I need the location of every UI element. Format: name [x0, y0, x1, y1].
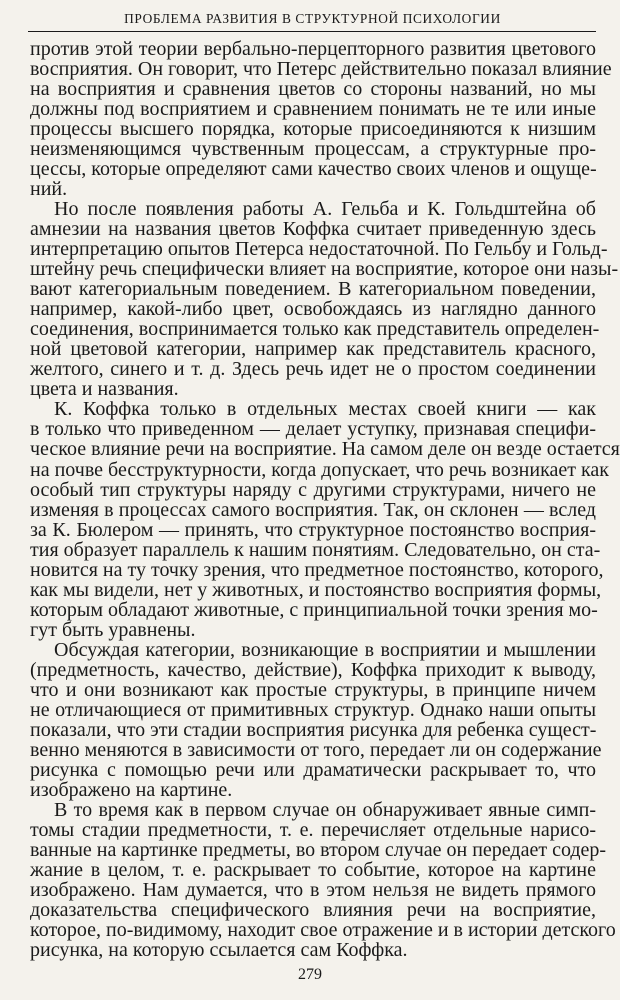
- text-line: венно меняются в зависимости от того, передает ли он содержание: [30, 738, 602, 761]
- text-line: томы стадии предметности, т. е. перечисляет отдельные нарисо-: [30, 818, 596, 841]
- text-line: новится на ту точку зрения, что предметное постоянство, которого,: [30, 558, 604, 581]
- paragraph-first-line: Обсуждая категории, возникающие в восприятии и мышлении: [54, 638, 596, 661]
- text-line: амнезии на названия цветов Коффка считает приведенную здесь: [30, 218, 596, 241]
- text-line: ной цветовой категории, например как представитель красного,: [30, 338, 596, 361]
- text-line: на восприятия и сравнения цветов со стороны названий, но мы: [30, 78, 596, 100]
- text-line: изображено. Нам думается, что в этом нельзя не видеть прямого: [30, 878, 596, 901]
- text-line: цвета и названия.: [30, 378, 179, 401]
- text-line: неизменяющимся чувственным процессам, а структурные про-: [30, 138, 596, 161]
- text-line: особый тип структуры наряду с другими структурами, ничего не: [30, 478, 596, 501]
- text-line: ний.: [30, 178, 68, 201]
- text-line: например, какой-либо цвет, освобождаясь из наглядно данного: [30, 298, 596, 321]
- text-line: не отличающиеся от примитивных структур. Однако наши опыты: [30, 698, 596, 721]
- paragraph-first-line: К. Коффка только в отдельных местах своей книги — как: [54, 398, 596, 421]
- text-line: за К. Бюлером — принять, что структурное постоянство восприя-: [30, 518, 596, 541]
- paragraph-first-line: В то время как в первом случае он обнаруживает явные симп-: [54, 798, 596, 821]
- text-line: гут быть уравнены.: [30, 618, 196, 641]
- text-line: в только что приведенном — делает уступку, признавая специфи-: [30, 418, 596, 441]
- header-rule: [28, 31, 596, 32]
- text-line: должны под восприятием и сравнением понимать не те или иные: [30, 98, 596, 121]
- text-line: восприятия. Он говорит, что Петерс действительно показал влияние: [30, 58, 612, 80]
- text-line: вают категориальным поведением. В категориальном поведении,: [30, 278, 596, 301]
- text-line: изображено на картине.: [30, 778, 233, 801]
- text-line: процессы высшего порядка, которые присоединяются к низшим: [30, 118, 596, 141]
- text-line: доказательства специфического влияния речи на восприятие,: [30, 898, 596, 921]
- text-line: которое, по-видимому, находит свое отражение и в истории детского: [30, 919, 616, 941]
- text-line: против этой теории вербально-перцепторного развития цветового: [30, 38, 596, 60]
- text-line: (предметность, качество, действие), Коффка приходит к выводу,: [30, 658, 596, 681]
- text-line: интерпретацию опытов Петерса недостаточной. По Гельбу и Гольд-: [30, 238, 608, 261]
- text-line: которым обладают животные, с принципиальной точки зрения мо-: [30, 598, 598, 621]
- text-line: желтого, синего и т. д. Здесь речь идет не о простом соединении: [30, 358, 596, 381]
- text-line: цессы, которые определяют сами качество своих членов и ощуще-: [30, 158, 597, 181]
- running-header: ПРОБЛЕМА РАЗВИТИЯ В СТРУКТУРНОЙ ПСИХОЛОГИИ: [124, 11, 501, 26]
- text-line: рисунка, на которую ссылается сам Коффка.: [30, 939, 408, 961]
- text-line: на почве бесструктурности, когда допускает, что речь возникает как: [30, 458, 609, 481]
- text-line: ческое влияние речи на восприятие. На самом деле он везде остается: [30, 438, 620, 461]
- text-line: ванные на картинке предметы, во втором случае он передает содер-: [30, 838, 607, 861]
- text-line: тия образует параллель к нашим понятиям. Следовательно, он ста-: [30, 538, 601, 561]
- text-line: штейну речь специфически влияет на восприятие, которое они назы-: [30, 258, 619, 281]
- text-line: показали, что эти стадии восприятия рисунка для ребенка сущест-: [30, 718, 597, 741]
- text-line: как мы видели, нет у животных, и постоянство восприятия формы,: [30, 578, 602, 601]
- text-line: соединения, воспринимается только как представитель определен-: [30, 318, 600, 341]
- text-line: изменяя в процессах самого восприятия. Так, он склонен — вслед: [30, 498, 596, 521]
- text-line: рисунка с помощью речи или драматически раскрывает то, что: [30, 758, 596, 781]
- text-line: что и они возникают как простые структуры, в принципе ничем: [30, 678, 596, 701]
- text-line: жание в целом, т. е. раскрывает то событие, которое на картине: [30, 858, 596, 881]
- paragraph-first-line: Но после появления работы А. Гельба и К. Гольдштейна об: [54, 198, 596, 221]
- page-number: 279: [298, 966, 322, 983]
